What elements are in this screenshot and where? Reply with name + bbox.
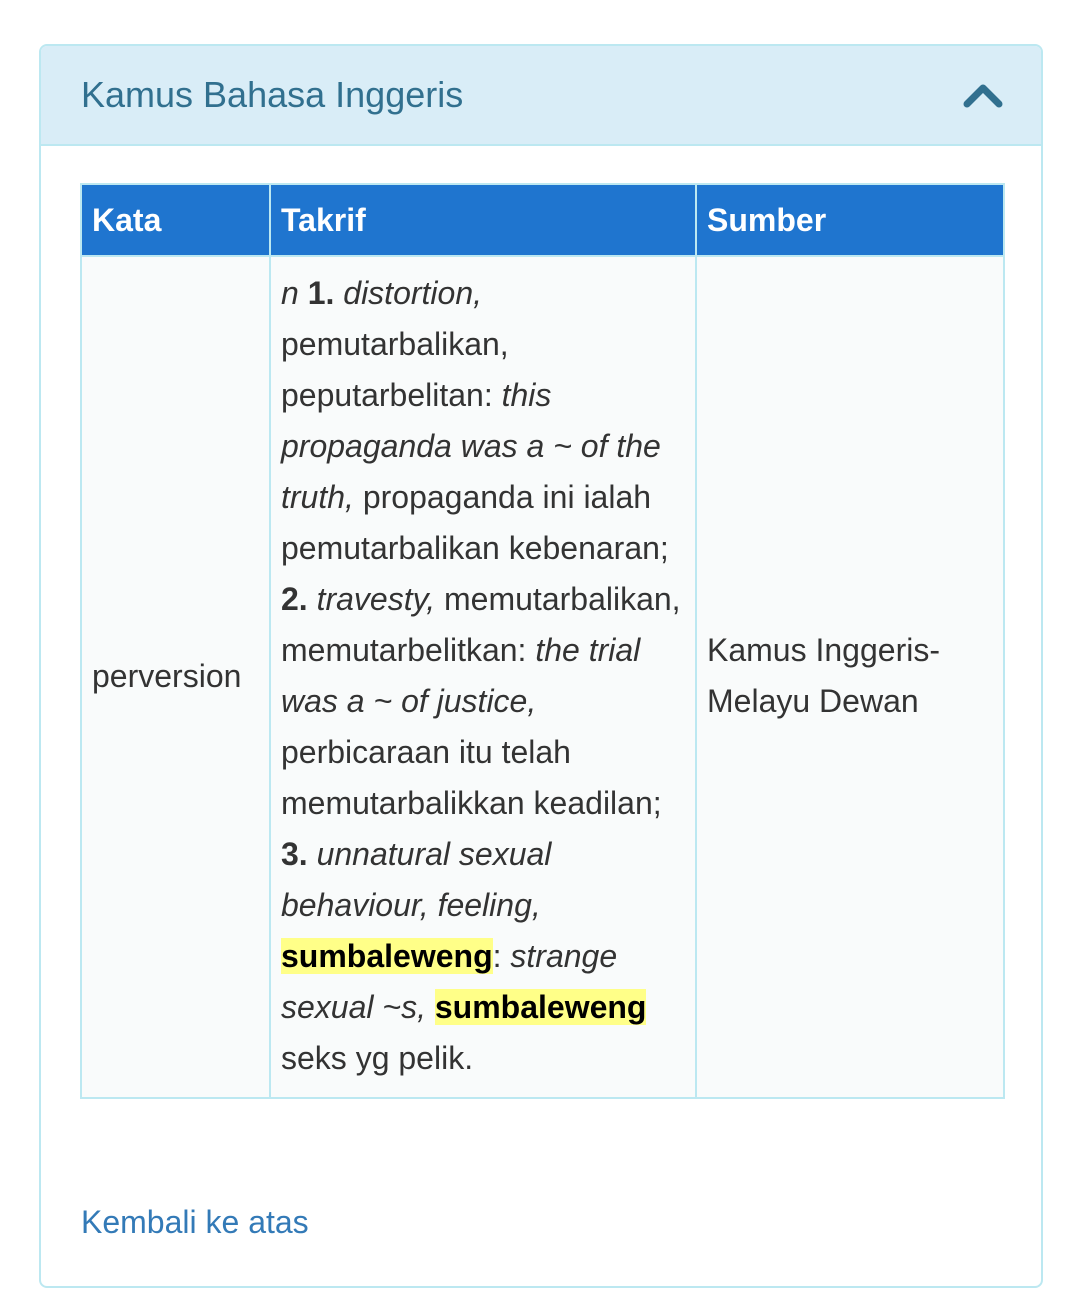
highlighted-term: sumbaleweng (281, 938, 493, 974)
sense-3-example-malay: seks yg pelik. (281, 1040, 474, 1076)
sense-1-malay: pemutarbalikan, peputarbelitan: (281, 326, 509, 413)
sense-1-example-malay: propaganda ini ialah pemutarbalikan kebenaran; (281, 479, 669, 566)
cell-sumber: Kamus Inggeris-Melayu Dewan (696, 256, 1004, 1098)
sense-2-example-malay: perbicaraan itu telah memutarbalikkan keadilan; (281, 734, 662, 821)
definition-table (80, 183, 1005, 1099)
highlighted-term: sumbaleweng (434, 989, 647, 1025)
sense-number-3: 3. (281, 836, 308, 872)
sense-1-example-english: this propaganda was a ~ of the truth, (281, 377, 661, 515)
colon-separator: : (492, 938, 511, 974)
column-header-takrif: Takrif (270, 184, 696, 256)
panel-title: Kamus Bahasa Inggeris (81, 74, 464, 115)
collapse-toggle[interactable] (961, 76, 1005, 112)
cell-kata: perversion (81, 256, 270, 1098)
dictionary-panel (39, 44, 1043, 1288)
table-row (81, 256, 1004, 1098)
sense-3-english: unnatural sexual behaviour, feeling, (281, 836, 552, 923)
back-to-top-link[interactable]: Kembali ke atas (81, 1204, 309, 1240)
cell-takrif (270, 256, 696, 1098)
sense-2-example-english: the trial was a ~ of justice, (281, 632, 641, 719)
sense-1-english: distortion, (334, 275, 482, 311)
sense-number-1: 1. (307, 275, 335, 311)
sense-number-2: 2. (281, 581, 308, 617)
table-header-row (81, 184, 1004, 256)
spacer (426, 989, 435, 1025)
sense-2-malay: memutarbalikan, memutarbelitkan: (281, 581, 681, 668)
sense-2-english: travesty, (307, 581, 436, 617)
panel-heading[interactable] (41, 46, 1041, 146)
column-header-kata: Kata (81, 184, 270, 256)
part-of-speech: n (281, 275, 299, 311)
column-header-sumber: Sumber (696, 184, 1004, 256)
sense-3-example-english: strange sexual ~s, (281, 938, 618, 1025)
chevron-up-icon (961, 76, 1005, 112)
